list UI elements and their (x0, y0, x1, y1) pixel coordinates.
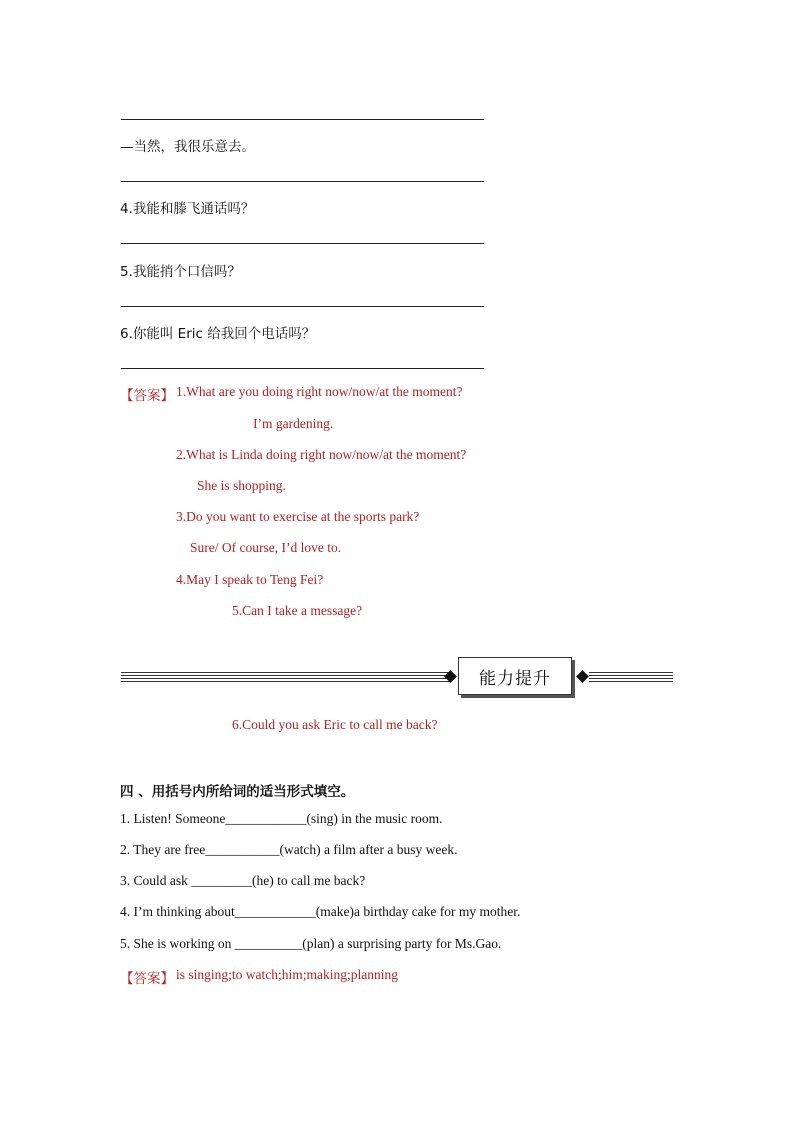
answer-line: 4.May I speak to Teng Fei? (176, 572, 324, 587)
answer-line: 1.What are you doing right now/now/at the moment? (176, 384, 463, 399)
banner-title: 能力提升 (458, 657, 572, 695)
exercise-item: 2. They are free___________(watch) a film after a busy week. (120, 842, 458, 857)
question-5: 5.我能捎个口信吗？ (120, 264, 241, 280)
section4-answer: is singing;to watch;him;making;planning (176, 967, 398, 982)
exercise-item: 3. Could ask _________(he) to call me back? (120, 873, 366, 888)
translation-answer: —当然，我很乐意去。 (120, 139, 255, 155)
answer-line-4 (121, 306, 484, 307)
answer-line: 5.Can I take a message? (232, 603, 363, 618)
banner-rule (121, 678, 451, 679)
banner-rule (121, 681, 451, 682)
answer-bracket: 【答案】 (120, 388, 174, 404)
answer-line: 6.Could you ask Eric to call me back? (232, 717, 438, 732)
answer-line-2 (121, 181, 484, 182)
answer-line-1 (121, 119, 484, 120)
answer-line: Sure/ Of course, I’d love to. (190, 540, 342, 555)
answer-line: She is shopping. (197, 478, 286, 493)
answer-line: I’m gardening. (253, 416, 334, 431)
section-title: 四 、用括号内所给词的适当形式填空。 (120, 784, 355, 800)
question-4: 4.我能和滕飞通话吗？ (120, 201, 255, 217)
banner-rule (589, 675, 673, 676)
banner-rule (121, 672, 451, 673)
exercise-item: 5. She is working on __________(plan) a surprising party for Ms.Gao. (120, 936, 502, 951)
exercise-item: 4. I’m thinking about____________(make)a birthday cake for my mother. (120, 904, 521, 919)
diamond-icon (576, 670, 589, 683)
answer-line-3 (121, 243, 484, 244)
question-6: 6.你能叫 Eric 给我回个电话吗？ (120, 326, 316, 342)
answer-line: 3.Do you want to exercise at the sports park? (176, 509, 420, 524)
answer-line-5 (121, 368, 484, 369)
banner-rule (589, 678, 673, 679)
banner-rule (121, 675, 451, 676)
exercise-item: 1. Listen! Someone____________(sing) in the music room. (120, 811, 443, 826)
answer-bracket: 【答案】 (120, 971, 174, 987)
banner-rule (589, 672, 673, 673)
banner-rule (589, 681, 673, 682)
answer-line: 2.What is Linda doing right now/now/at the moment? (176, 447, 467, 462)
